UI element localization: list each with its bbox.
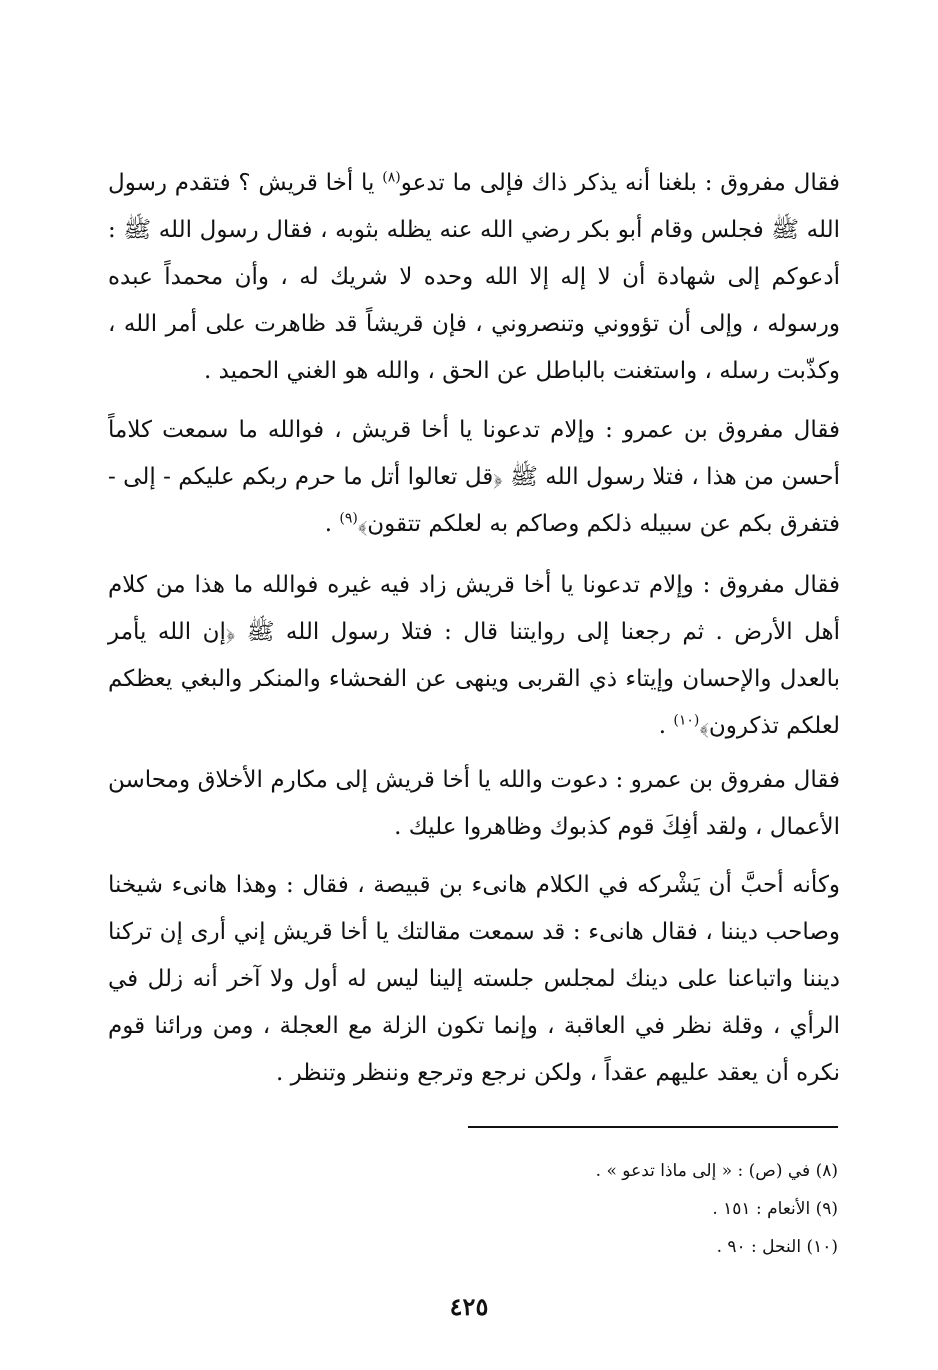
paragraph-5-text: وكأنه أحبَّ أن يَشْركه في الكلام هانىء بن قبيصة ، فقال : وهذا هانىء شيخنا وصاحب ديننا ، فقال هانىء : قد سمعت مقالتك يا أخا قريش إني أرى إن تركنا ديننا واتباعنا على دينك لمجلس جلسته إلينا ليس له أول ولا آخر أنه زلل في الرأي ، وقلة نظر في العاقبة ، وإنما تكون الزلة مع العجلة ، ومن ورائنا قوم نكره أن يعقد عليهم عقداً ، ولكن نرجع وترجع وننظر وتنظر .	[108, 872, 840, 1086]
paragraph-1-text-cont: يا أخا قريش ؟ فتقدم رسول الله ﷺ فجلس وقام أبو بكر رضي الله عنه يظله بثوبه ، فقال رسول الله ﷺ : أدعوكم إلى شهادة أن لا إله إلا الله وحده لا شريك له ، وأن محمداً عبده ورسوله ، وإلى أن تؤووني وتنصروني ، فإن قريشاً قد ظاهرت على أمر الله ، وكذّبت رسله ، واستغنت بالباطل عن الحق ، والله هو الغني الحميد .	[108, 170, 840, 384]
page-number: ٤٢٥	[449, 1292, 489, 1321]
paragraph-4	[108, 757, 840, 851]
paragraph-3-text: فقال مفروق : وإلام تدعونا يا أخا قريش زاد فيه غيره فوالله ما هذا من كلام أهل الأرض . ثم رجعنا إلى روايتنا قال : فتلا رسول الله ﷺ ﴿إن الله يأمر بالعدل والإحسان وإيتاء ذي القربى وينهى عن الفحشاء والمنكر والبغي يعظكم لعلكم تذكرون﴾	[108, 572, 840, 739]
footnotes-list	[468, 1152, 838, 1266]
footnote-8: (٨) في (ص) : « إلى ماذا تدعو » .	[595, 1161, 838, 1181]
paragraph-2-text: فقال مفروق بن عمرو : وإلام تدعونا يا أخا قريش ، فوالله ما سمعت كلاماً أحسن من هذا ، فتلا رسول الله ﷺ ﴿قل تعالوا أتل ما حرم ربكم عليكم - إلى - فتفرق بكم عن سبيله ذلكم وصاكم به لعلكم تتقون﴾	[108, 417, 840, 537]
footnote-ref-9: (٩)	[339, 510, 358, 527]
paragraph-4-text: فقال مفروق بن عمرو : دعوت والله يا أخا قريش إلى مكارم الأخلاق ومحاسن الأعمال ، ولقد أفِكَ قوم كذبوك وظاهروا عليك .	[108, 767, 840, 840]
paragraph-3-text-cont: .	[658, 713, 674, 739]
paragraph-1-text: فقال مفروق : بلغنا أنه يذكر ذاك فإلى ما تدعو	[400, 170, 840, 196]
paragraph-2-text-cont: .	[324, 511, 340, 537]
footnote-9: (٩) الأنعام : ١٥١ .	[712, 1199, 838, 1219]
footnote-separator	[468, 1126, 838, 1128]
footnote-ref-8: (٨)	[382, 169, 401, 186]
paragraph-2	[108, 407, 840, 548]
footnote-ref-10: (١٠)	[673, 712, 700, 729]
footnote-10: (١٠) النحل : ٩٠ .	[716, 1237, 838, 1257]
paragraph-3	[108, 562, 840, 750]
paragraph-5	[108, 862, 840, 1097]
paragraph-1	[108, 160, 840, 395]
